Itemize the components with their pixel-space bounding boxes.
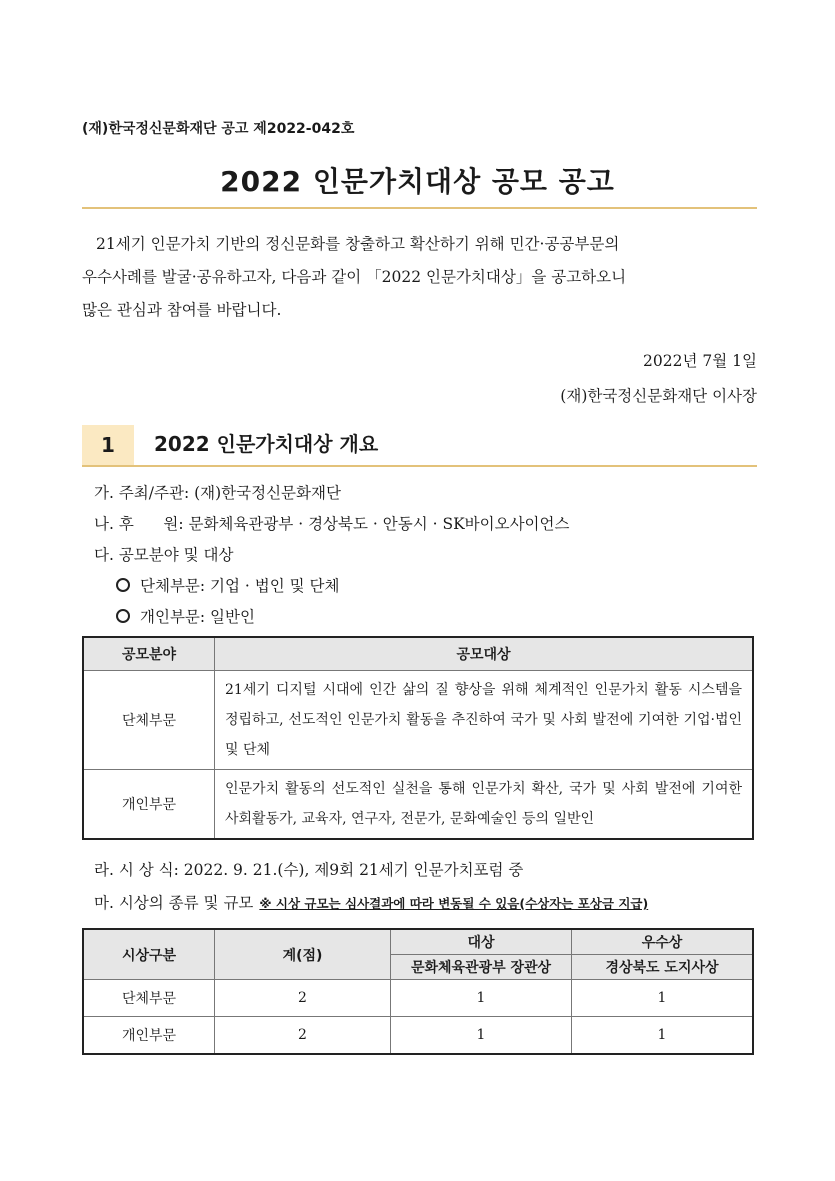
table-cell-division: 단체부문 [83,980,215,1017]
sub-item-label: 개인부문: 일반인 [140,608,255,626]
section-number: 1 [82,425,134,465]
table-row [83,671,753,770]
category-table [82,636,754,840]
table-row [83,1017,753,1055]
item-ceremony: 라. 시 상 식: 2022. 9. 21.(수), 제9회 21세기 인문가치포럼 중 [94,861,524,879]
award-table [82,928,754,1055]
intro-line: 많은 관심과 참여를 바랍니다. [82,301,282,319]
section-title: 2022 인문가치대상 개요 [154,432,379,456]
table-header: 공모대상 [215,637,754,671]
table-row [83,980,753,1017]
sub-item-label: 단체부문: 기업 · 법인 및 단체 [140,577,340,595]
intro-line: 21세기 인문가치 기반의 정신문화를 창출하고 확산하기 위해 민간·공공부문의 [96,235,620,253]
intro-line: 우수사례를 발굴·공유하고자, 다음과 같이 「2022 인문가치대상」을 공고하오니 [82,268,627,286]
item-award-label: 마. 시상의 종류 및 규모 [94,894,254,912]
item-host: 가. 주최/주관: (재)한국정신문화재단 [94,484,341,502]
table-header: 시상구분 [83,929,215,980]
signer: (재)한국정신문화재단 이사장 [560,387,757,405]
table-header-row [83,929,753,955]
table-cell-excellence: 1 [572,980,754,1017]
table-header-row [83,637,753,671]
table-header: 계(점) [215,929,391,980]
circle-bullet-icon [116,609,130,623]
sub-item-individual [116,605,255,627]
item-award-types [94,891,648,913]
table-cell-total: 2 [215,980,391,1017]
award-note: ※ 시상 규모는 심사결과에 따라 변동될 수 있음(수상자는 포상금 지급) [259,896,649,911]
notice-date: 2022년 7월 1일 [643,352,757,370]
section-divider [82,465,757,467]
item-category: 다. 공모분야 및 대상 [94,546,234,564]
table-cell-excellence: 1 [572,1017,754,1055]
table-header: 대상 [391,929,572,955]
table-cell-division: 개인부문 [83,1017,215,1055]
table-cell-total: 2 [215,1017,391,1055]
notice-number: (재)한국정신문화재단 공고 제2022-042호 [82,121,355,137]
table-cell-grand: 1 [391,980,572,1017]
table-row [83,770,753,840]
table-subheader: 문화체육관광부 장관상 [391,955,572,980]
table-cell-desc: 21세기 디지털 시대에 인간 삶의 질 향상을 위해 체계적인 인문가치 활동 시스템을 정립하고, 선도적인 인문가치 활동을 추진하여 국가 및 사회 발전에 기여한 기업·법인 및 단체 [215,671,754,770]
item-sponsor: 나. 후 원: 문화체육관광부 · 경상북도 · 안동시 · SK바이오사이언스 [94,515,570,533]
circle-bullet-icon [116,578,130,592]
table-header: 우수상 [572,929,754,955]
table-header: 공모분야 [83,637,215,671]
table-cell-desc: 인문가치 활동의 선도적인 실천을 통해 인문가치 확산, 국가 및 사회 발전에 기여한 사회활동가, 교육자, 연구자, 전문가, 문화예술인 등의 일반인 [215,770,754,840]
page-title: 2022 인문가치대상 공모 공고 [220,165,615,198]
table-cell-category: 개인부문 [83,770,215,840]
table-cell-category: 단체부문 [83,671,215,770]
intro-paragraph [82,228,757,327]
sub-item-group [116,574,340,596]
table-cell-grand: 1 [391,1017,572,1055]
title-divider [82,207,757,209]
table-subheader: 경상북도 도지사상 [572,955,754,980]
